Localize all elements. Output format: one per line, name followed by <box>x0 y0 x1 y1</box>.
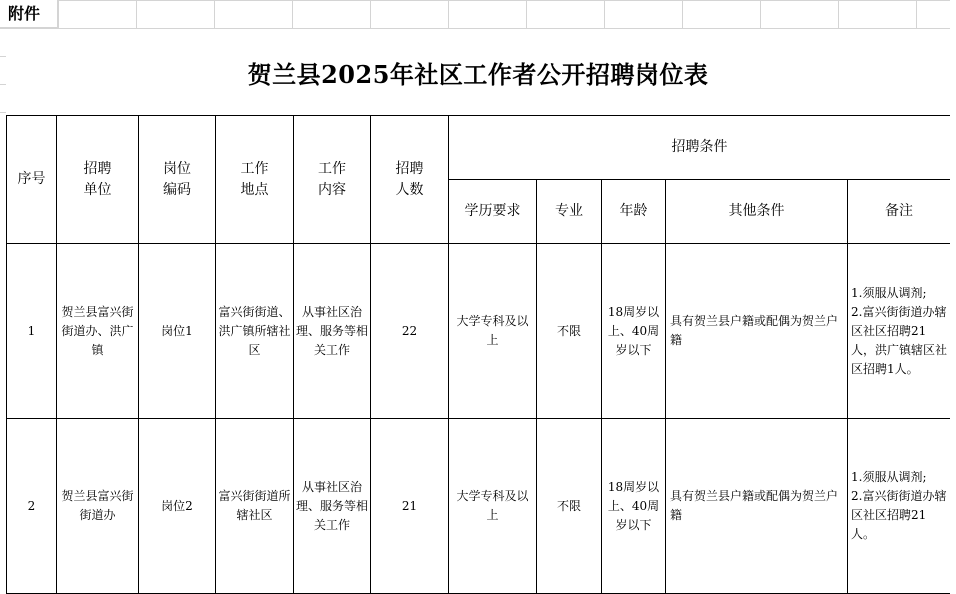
header-code[interactable]: 岗位 编码 <box>139 116 216 244</box>
cell-major[interactable]: 不限 <box>537 419 602 594</box>
recruitment-table <box>6 115 951 594</box>
cell-major[interactable]: 不限 <box>537 244 602 419</box>
cell-content[interactable]: 从事社区治理、服务等相关工作 <box>294 244 371 419</box>
cell-content[interactable]: 从事社区治理、服务等相关工作 <box>294 419 371 594</box>
cell-unit[interactable]: 贺兰县富兴街街道办、洪广镇 <box>57 244 139 419</box>
header-unit[interactable]: 招聘 单位 <box>57 116 139 244</box>
cell-location[interactable]: 富兴街街道、洪广镇所辖社区 <box>216 244 294 419</box>
table-row <box>7 244 951 419</box>
window-edge <box>950 0 956 594</box>
title-cell[interactable] <box>6 29 950 115</box>
cell-code[interactable]: 岗位1 <box>139 244 216 419</box>
header-count[interactable]: 招聘 人数 <box>371 116 449 244</box>
page-title: 贺兰县2025年社区工作者公开招聘岗位表 <box>247 59 709 89</box>
cell-location[interactable]: 富兴街街道所辖社区 <box>216 419 294 594</box>
cell-other[interactable]: 具有贺兰县户籍或配偶为贺兰户籍 <box>666 244 848 419</box>
cell-index[interactable]: 1 <box>7 244 57 419</box>
cell-notes[interactable]: 1.须服从调剂; 2.富兴街街道办辖区社区招聘21人，洪广镇辖区社区招聘1人。 <box>848 244 951 419</box>
header-major[interactable]: 专业 <box>537 180 602 244</box>
attachment-label[interactable]: 附件 <box>0 0 58 28</box>
cell-notes[interactable]: 1.须服从调剂; 2.富兴街街道办辖区社区招聘21人。 <box>848 419 951 594</box>
header-age[interactable]: 年龄 <box>602 180 666 244</box>
table-row <box>7 419 951 594</box>
cell-age[interactable]: 18周岁以上、40周岁以下 <box>602 244 666 419</box>
cell-code[interactable]: 岗位2 <box>139 419 216 594</box>
cell-other[interactable]: 具有贺兰县户籍或配偶为贺兰户籍 <box>666 419 848 594</box>
cell-education[interactable]: 大学专科及以上 <box>449 244 537 419</box>
cell-education[interactable]: 大学专科及以上 <box>449 419 537 594</box>
header-education[interactable]: 学历要求 <box>449 180 537 244</box>
header-index[interactable]: 序号 <box>7 116 57 244</box>
cell-index[interactable]: 2 <box>7 419 57 594</box>
cell-unit[interactable]: 贺兰县富兴街街道办 <box>57 419 139 594</box>
header-location[interactable]: 工作 地点 <box>216 116 294 244</box>
header-content[interactable]: 工作 内容 <box>294 116 371 244</box>
header-notes[interactable]: 备注 <box>848 180 951 244</box>
header-conditions[interactable]: 招聘条件 <box>449 116 951 180</box>
header-other[interactable]: 其他条件 <box>666 180 848 244</box>
cell-count[interactable]: 21 <box>371 419 449 594</box>
cell-age[interactable]: 18周岁以上、40周岁以下 <box>602 419 666 594</box>
cell-count[interactable]: 22 <box>371 244 449 419</box>
